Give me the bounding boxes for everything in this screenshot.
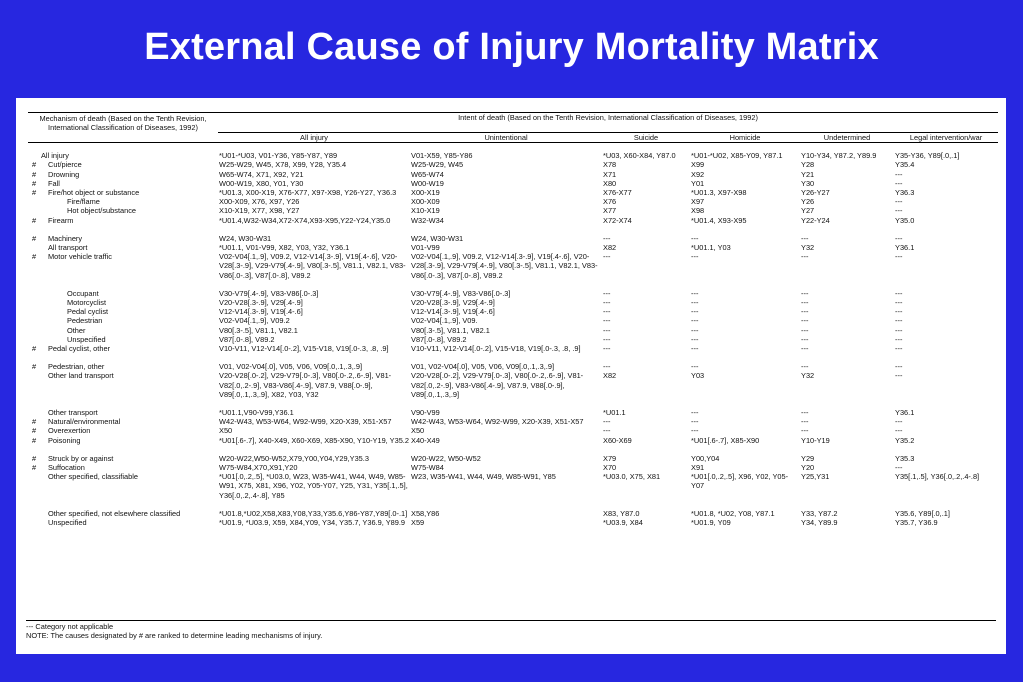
mechanism-label: Other specified, not elsewhere classified xyxy=(48,508,181,518)
table-cell: Y35-Y36, Y89[.0,.1] xyxy=(895,151,960,161)
table-row xyxy=(28,307,998,316)
table-cell: Y32 xyxy=(801,242,815,252)
table-cell: W25-W29, W45 xyxy=(411,160,464,170)
rank-mark: # xyxy=(31,435,37,445)
table-cell: --- xyxy=(895,463,903,472)
table-cell: W24, W30-W31 xyxy=(411,233,464,243)
table-cell: --- xyxy=(801,325,809,335)
table-row xyxy=(28,335,998,344)
slide-title: External Cause of Injury Mortality Matrix xyxy=(144,26,879,68)
mechanism-label: Motor vehicle traffic xyxy=(48,252,112,262)
rank-mark: # xyxy=(31,252,37,262)
table-cell: --- xyxy=(691,407,699,417)
rank-mark xyxy=(28,518,40,527)
table-cell: Y35.3 xyxy=(895,453,915,463)
table-cell: --- xyxy=(801,426,809,436)
rank-mark: # xyxy=(31,343,37,353)
rank-mark: # xyxy=(31,463,37,472)
table-cell: --- xyxy=(895,325,903,335)
table-cell: *U01.4,W32-W34,X72-X74,X93-X95,Y22-Y24,Y35.0 xyxy=(219,215,391,225)
table-cell: --- xyxy=(691,288,699,298)
rank-mark xyxy=(28,243,40,252)
table-cell: *U01.1,V90-V99,Y36.1 xyxy=(219,407,294,417)
table-cell: Y36.3 xyxy=(895,187,915,197)
table-row xyxy=(28,463,998,472)
table-cell: --- xyxy=(603,426,611,436)
table-cell: X77 xyxy=(603,206,617,216)
rank-mark xyxy=(28,509,40,518)
table-cell: --- xyxy=(801,252,809,262)
table-cell: *U03.0, X75, X81 xyxy=(603,472,661,482)
table-cell: X76 xyxy=(603,197,617,207)
rank-mark xyxy=(28,307,40,316)
rank-mark xyxy=(28,206,40,215)
table-row xyxy=(28,243,998,252)
rank-mark xyxy=(28,472,40,500)
mechanism-label: Fire/flame xyxy=(67,197,100,207)
table-cell: --- xyxy=(603,316,611,326)
table-cell: --- xyxy=(801,316,809,326)
table-cell: Y25,Y31 xyxy=(801,472,830,482)
table-cell: Y35.6, Y89[.0,.1] xyxy=(895,508,950,518)
table-cell: --- xyxy=(895,417,903,427)
table-cell: --- xyxy=(603,343,611,353)
table-cell: Y26 xyxy=(801,197,815,207)
table-cell: V80[.3-.5], V81.1, V82.1 xyxy=(411,325,490,335)
mechanism-label: Firearm xyxy=(48,215,74,225)
table-cell: V02-V04[.1,.9], V09.2, V12-V14[.3-.9], V19[.4-.6], V20-V28[.3-.9], V29-V79[.4-.9], V80[.3-.5], V81.1, V82.1, V83-V86[.0-.3], V87[.0-.8], V89.2 xyxy=(219,252,406,280)
table-cell: --- xyxy=(801,407,809,417)
table-cell: V30-V79[.4-.9], V83-V86[.0-.3] xyxy=(411,288,511,298)
table-cell: *U01.1, V01-V99, X82, Y03, Y32, Y36.1 xyxy=(219,242,350,252)
table-cell: V01, V02-V04[.0], V05, V06, V09[.0,.1,.3,.9] xyxy=(411,362,554,372)
table-cell: Y00,Y04 xyxy=(691,453,720,463)
matrix-document xyxy=(16,98,1006,654)
rank-mark xyxy=(28,197,40,206)
table-cell: V80[.3-.5], V81.1, V82.1 xyxy=(219,325,298,335)
table-row xyxy=(28,216,998,225)
table-cell: --- xyxy=(603,307,611,317)
table-cell: --- xyxy=(691,325,699,335)
table-cell: --- xyxy=(691,343,699,353)
table-cell: X40-X49 xyxy=(411,435,440,445)
table-cell: *U01.3, X00-X19, X76-X77, X97-X98, Y26-Y27, Y36.3 xyxy=(219,187,397,197)
table-row xyxy=(28,188,998,197)
rank-mark: # xyxy=(31,426,37,436)
column-header-undetermined: Undetermined xyxy=(800,132,894,142)
table-cell: X72-X74 xyxy=(603,215,632,225)
table-cell: *U01.1 xyxy=(603,407,626,417)
table-cell: --- xyxy=(603,334,611,344)
table-cell: V12-V14[.3-.9], V19[.4-.6] xyxy=(219,307,303,317)
table-cell: *U01[.0,.2,.5], X96, Y02, Y05-Y07 xyxy=(691,472,789,491)
table-cell: W00-W19, X80, Y01, Y30 xyxy=(219,178,304,188)
table-cell: --- xyxy=(895,334,903,344)
table-cell: Y10-Y34, Y87.2, Y89.9 xyxy=(801,151,877,161)
rank-mark: # xyxy=(31,362,37,372)
table-cell: --- xyxy=(801,297,809,307)
table-row xyxy=(28,472,998,500)
table-row xyxy=(28,234,998,243)
table-cell: --- xyxy=(895,371,903,381)
table-cell: Y01 xyxy=(691,178,705,188)
table-cell: --- xyxy=(691,316,699,326)
table-cell: X83, Y87.0 xyxy=(603,508,640,518)
table-row xyxy=(28,170,998,179)
table-row xyxy=(28,344,998,353)
table-cell: X78 xyxy=(603,160,617,170)
table-cell: --- xyxy=(895,197,903,207)
mechanism-label: Hot object/substance xyxy=(67,206,137,216)
table-row xyxy=(28,436,998,445)
table-row xyxy=(28,326,998,335)
table-cell: V02-V04[.1,.9], V09. xyxy=(411,316,478,326)
table-cell: --- xyxy=(603,325,611,335)
rank-mark xyxy=(28,298,40,307)
table-cell: --- xyxy=(801,334,809,344)
ranking-note: NOTE: The causes designated by # are ranked to determine leading mechanisms of injury. xyxy=(26,631,323,641)
table-cell: X50 xyxy=(219,426,233,436)
rank-mark xyxy=(28,371,40,399)
mechanism-label: All transport xyxy=(48,242,88,252)
table-cell: V20-V28[.0-.2], V29-V79[.0-.3], V80[.0-.2,.6-.9], V81-V82[.0,.2-.9], V83-V86[.4-.9], V87.9, V88[.0-.9], V89[.0,.1,.3,.9], X82, Y03, Y32 xyxy=(219,371,392,399)
table-cell: X10-X19, X77, X98, Y27 xyxy=(219,206,300,216)
table-cell: Y27 xyxy=(801,206,815,216)
mechanism-label: Motorcyclist xyxy=(67,297,107,307)
table-cell: Y21 xyxy=(801,169,815,179)
category-note: --- Category not applicable xyxy=(26,622,114,631)
table-row xyxy=(28,179,998,188)
table-cell: Y26-Y27 xyxy=(801,187,830,197)
table-cell: W75-W84 xyxy=(411,463,444,472)
table-cell: W75-W84,X70,X91,Y20 xyxy=(219,463,298,472)
mechanism-header: Mechanism of death (Based on the Tenth Revision, International Classification of Diseases, 1992) xyxy=(28,113,218,133)
rank-mark xyxy=(28,316,40,325)
row-spacer xyxy=(28,280,998,289)
mechanism-label: Pedestrian, other xyxy=(48,362,105,372)
table-cell: --- xyxy=(691,362,699,372)
table-cell: W20-W22, W50-W52 xyxy=(411,453,481,463)
table-cell: V10-V11, V12-V14[.0-.2], V15-V18, V19[.0-.3, .8, .9] xyxy=(219,343,389,353)
table-row xyxy=(28,417,998,426)
table-cell: Y35[.1,.5], Y36[.0,.2,.4-.8] xyxy=(895,472,980,482)
mechanism-label: Unspecified xyxy=(67,334,106,344)
rank-mark: # xyxy=(31,417,37,427)
table-row xyxy=(28,362,998,371)
rank-mark: # xyxy=(31,187,37,197)
rank-mark xyxy=(28,326,40,335)
row-spacer xyxy=(28,500,998,509)
table-cell: W24, W30-W31 xyxy=(219,233,272,243)
table-cell: --- xyxy=(895,316,903,326)
table-cell: --- xyxy=(691,426,699,436)
rank-mark xyxy=(28,408,40,417)
table-cell: V20-V28[.0-.2], V29-V79[.0-.3], V80[.0-.2,.6-.9], V81-V82[.0,.2-.9], V83-V86[.4-.9], V87.9, V88[.0-.9], V89[.0,.1,.3,.9] xyxy=(411,371,584,399)
mechanism-label: Struck by or against xyxy=(48,453,114,463)
table-cell: --- xyxy=(895,169,903,179)
table-cell: Y34, Y89.9 xyxy=(801,518,838,528)
row-spacer xyxy=(28,353,998,362)
table-cell: Y28 xyxy=(801,160,815,170)
mechanism-label: Overexertion xyxy=(48,426,91,436)
table-cell: V01-X59, Y85-Y86 xyxy=(411,151,473,161)
column-header-legal-intervention: Legal intervention/war xyxy=(894,132,998,142)
table-cell: X00-X09, X76, X97, Y26 xyxy=(219,197,300,207)
mechanism-label: Cut/pierce xyxy=(48,160,82,170)
table-cell: *U01.9, *U03.9, X59, X84,Y09, Y34, Y35.7, Y36.9, Y89.9 xyxy=(219,518,406,528)
column-header-all-injury: All injury xyxy=(218,132,410,142)
table-cell: *U01.9, Y09 xyxy=(691,518,731,528)
rank-mark xyxy=(28,289,40,298)
table-cell: --- xyxy=(895,288,903,298)
mechanism-label: Fall xyxy=(48,178,60,188)
table-cell: --- xyxy=(603,417,611,427)
table-cell: V10-V11, V12-V14[.0-.2], V15-V18, V19[.0-.3, .8, .9] xyxy=(411,343,581,353)
table-row xyxy=(28,289,998,298)
table-cell: V02-V04[.1,.9], V09.2 xyxy=(219,316,290,326)
rank-mark: # xyxy=(31,169,37,179)
table-cell: X82 xyxy=(603,242,617,252)
table-row xyxy=(28,518,998,527)
mortality-matrix-table xyxy=(28,112,998,527)
table-row xyxy=(28,298,998,307)
mechanism-label: Other land transport xyxy=(48,371,114,381)
table-cell: *U01.3, X97-X98 xyxy=(691,187,747,197)
table-cell: --- xyxy=(801,233,809,243)
table-cell: Y35.7, Y36.9 xyxy=(895,518,938,528)
table-cell: V01, V02-V04[.0], V05, V06, V09[.0,.1,.3,.9] xyxy=(219,362,362,372)
table-cell: Y10-Y19 xyxy=(801,435,830,445)
row-spacer xyxy=(28,399,998,408)
intent-header: Intent of death (Based on the Tenth Revision, International Classification of Diseases, 1992) xyxy=(218,113,998,133)
table-cell: X91 xyxy=(691,463,705,472)
mechanism-label: Drowning xyxy=(48,169,80,179)
table-cell: X82 xyxy=(603,371,617,381)
table-row xyxy=(28,371,998,399)
table-cell: W42-W43, W53-W64, W92-W99, X20-X39, X51-X57 xyxy=(219,417,392,427)
table-cell: W00-W19 xyxy=(411,178,444,188)
table-cell: *U01[.0,.2,.5], *U03.0, W23, W35-W41, W44, W49, W85-W91, X75, X81, X96, Y02, Y05-Y07, Y25, Y31, Y35[.1,.5], Y36[.0,.2,.4-.8], Y85 xyxy=(219,472,408,500)
table-cell: V20-V28[.3-.9], V29[.4-.9] xyxy=(411,297,495,307)
mechanism-label: Other specified, classifiable xyxy=(48,472,138,482)
table-cell: Y20 xyxy=(801,463,815,472)
table-cell: --- xyxy=(801,417,809,427)
mechanism-label: Other xyxy=(67,325,86,335)
table-cell: X00-X19 xyxy=(411,187,440,197)
row-spacer xyxy=(28,225,998,234)
mechanism-label: Pedal cyclist xyxy=(67,307,109,317)
row-spacer xyxy=(28,445,998,454)
table-cell: --- xyxy=(895,426,903,436)
table-cell: --- xyxy=(603,252,611,262)
table-cell: Y36.1 xyxy=(895,242,915,252)
table-cell: --- xyxy=(691,307,699,317)
table-cell: --- xyxy=(895,307,903,317)
matrix-body xyxy=(28,143,998,528)
table-cell: --- xyxy=(691,417,699,427)
table-cell: Y35.4 xyxy=(895,160,915,170)
table-cell: V01-V99 xyxy=(411,242,440,252)
table-cell: X59 xyxy=(411,518,425,528)
rank-mark xyxy=(28,143,40,161)
table-cell: X60-X69 xyxy=(603,435,632,445)
rank-mark: # xyxy=(31,178,37,188)
table-cell: --- xyxy=(895,206,903,216)
table-cell: --- xyxy=(895,252,903,262)
table-cell: Y30 xyxy=(801,178,815,188)
table-cell: X00-X09 xyxy=(411,197,440,207)
table-cell: --- xyxy=(801,307,809,317)
table-cell: V87[.0-.8], V89.2 xyxy=(219,334,275,344)
table-notes xyxy=(26,620,996,640)
table-cell: W42-W43, W53-W64, W92-W99, X20-X39, X51-X57 xyxy=(411,417,584,427)
table-cell: Y03 xyxy=(691,371,705,381)
table-cell: *U03, X60-X84, Y87.0 xyxy=(603,151,676,161)
table-cell: X70 xyxy=(603,463,617,472)
table-cell: --- xyxy=(801,288,809,298)
table-cell: --- xyxy=(603,362,611,372)
table-cell: *U01.8,*U02,X58,X83,Y08,Y33,Y35.6,Y86-Y87,Y89[.0-.1] xyxy=(219,508,408,518)
table-row xyxy=(28,143,998,161)
table-cell: *U01.8, *U02, Y08, Y87.1 xyxy=(691,508,775,518)
rank-mark: # xyxy=(31,453,37,463)
table-cell: Y35.0 xyxy=(895,215,915,225)
table-cell: Y33, Y87.2 xyxy=(801,508,838,518)
table-cell: W32-W34 xyxy=(411,215,444,225)
table-row xyxy=(28,206,998,215)
table-cell: --- xyxy=(603,233,611,243)
table-cell: --- xyxy=(895,362,903,372)
rank-mark: # xyxy=(31,233,37,243)
table-cell: X71 xyxy=(603,169,617,179)
table-row xyxy=(28,316,998,325)
table-cell: V20-V28[.3-.9], V29[.4-.9] xyxy=(219,297,303,307)
table-cell: X10-X19 xyxy=(411,206,440,216)
table-cell: W20-W22,W50-W52,X79,Y00,Y04,Y29,Y35.3 xyxy=(219,453,369,463)
table-cell: V12-V14[.3-.9], V19[.4-.6] xyxy=(411,307,495,317)
mechanism-label: Suffocation xyxy=(48,463,85,472)
table-cell: W65-W74 xyxy=(411,169,444,179)
table-cell: X97 xyxy=(691,197,705,207)
table-cell: Y32 xyxy=(801,371,815,381)
table-row xyxy=(28,160,998,169)
column-header-unintentional: Unintentional xyxy=(410,132,602,142)
table-row xyxy=(28,408,998,417)
table-cell: X76-X77 xyxy=(603,187,632,197)
table-cell: V30-V79[.4-.9], V83-V86[.0-.3] xyxy=(219,288,319,298)
mechanism-label: Fire/hot object or substance xyxy=(48,187,140,197)
table-row xyxy=(28,454,998,463)
table-cell: --- xyxy=(691,297,699,307)
table-cell: W25-W29, W45, X78, X99, Y28, Y35.4 xyxy=(219,160,347,170)
table-cell: X92 xyxy=(691,169,705,179)
table-cell: X80 xyxy=(603,178,617,188)
mechanism-label: Other transport xyxy=(48,407,98,417)
table-cell: --- xyxy=(691,334,699,344)
table-cell: --- xyxy=(895,297,903,307)
table-cell: --- xyxy=(801,362,809,372)
mechanism-label: All injury xyxy=(41,151,69,161)
table-cell: *U01-*U02, X85-Y09, Y87.1 xyxy=(691,151,783,161)
mechanism-label: Pedestrian xyxy=(67,316,103,326)
table-cell: X58,Y86 xyxy=(411,508,440,518)
table-cell: X99 xyxy=(691,160,705,170)
mechanism-label: Natural/environmental xyxy=(48,417,121,427)
table-cell: --- xyxy=(691,252,699,262)
mechanism-label: Occupant xyxy=(67,288,99,298)
table-cell: --- xyxy=(603,288,611,298)
table-cell: Y35.2 xyxy=(895,435,915,445)
table-cell: V02-V04[.1,.9], V09.2, V12-V14[.3-.9], V19[.4-.6], V20-V28[.3-.9], V29-V79[.4-.9], V80[.3-.5], V81.1, V82.1, V83-V86[.0-.3], V87[.0-.8], V89.2 xyxy=(411,252,598,280)
table-cell: --- xyxy=(895,178,903,188)
table-cell: V87[.0-.8], V89.2 xyxy=(411,334,467,344)
table-cell: X79 xyxy=(603,453,617,463)
table-cell: Y29 xyxy=(801,453,815,463)
table-row xyxy=(28,197,998,206)
table-cell: *U01[.6-.7], X40-X49, X60-X69, X85-X90, Y10-Y19, Y35.2 xyxy=(219,435,409,445)
table-cell: --- xyxy=(895,343,903,353)
mechanism-label: Machinery xyxy=(48,233,83,243)
table-row xyxy=(28,252,998,280)
table-cell: *U01.4, X93-X95 xyxy=(691,215,747,225)
table-cell: W65-W74, X71, X92, Y21 xyxy=(219,169,304,179)
table-cell: W23, W35-W41, W44, W49, W85-W91, Y85 xyxy=(411,472,556,482)
table-row xyxy=(28,509,998,518)
table-row xyxy=(28,426,998,435)
table-cell: --- xyxy=(691,233,699,243)
table-cell: *U01[.6-.7], X85-X90 xyxy=(691,435,760,445)
table-cell: --- xyxy=(603,297,611,307)
rank-mark: # xyxy=(31,160,37,170)
rank-mark: # xyxy=(31,215,37,225)
table-cell: *U01-*U03, V01-Y36, Y85-Y87, Y89 xyxy=(219,151,338,161)
mechanism-label: Pedal cyclist, other xyxy=(48,343,111,353)
mechanism-label: Poisoning xyxy=(48,435,81,445)
column-header-homicide: Homicide xyxy=(690,132,800,142)
table-cell: Y36.1 xyxy=(895,407,915,417)
table-cell: *U01.1, Y03 xyxy=(691,242,731,252)
table-cell: V90-V99 xyxy=(411,407,440,417)
table-cell: Y22-Y24 xyxy=(801,215,830,225)
table-cell: X98 xyxy=(691,206,705,216)
table-cell: *U03.9, X84 xyxy=(603,518,643,528)
column-header-suicide: Suicide xyxy=(602,132,690,142)
rank-mark xyxy=(28,335,40,344)
table-cell: --- xyxy=(801,343,809,353)
table-cell: --- xyxy=(895,233,903,243)
table-cell: X50 xyxy=(411,426,425,436)
mechanism-label: Unspecified xyxy=(48,518,87,528)
mechanism-header-spacer xyxy=(28,132,218,142)
